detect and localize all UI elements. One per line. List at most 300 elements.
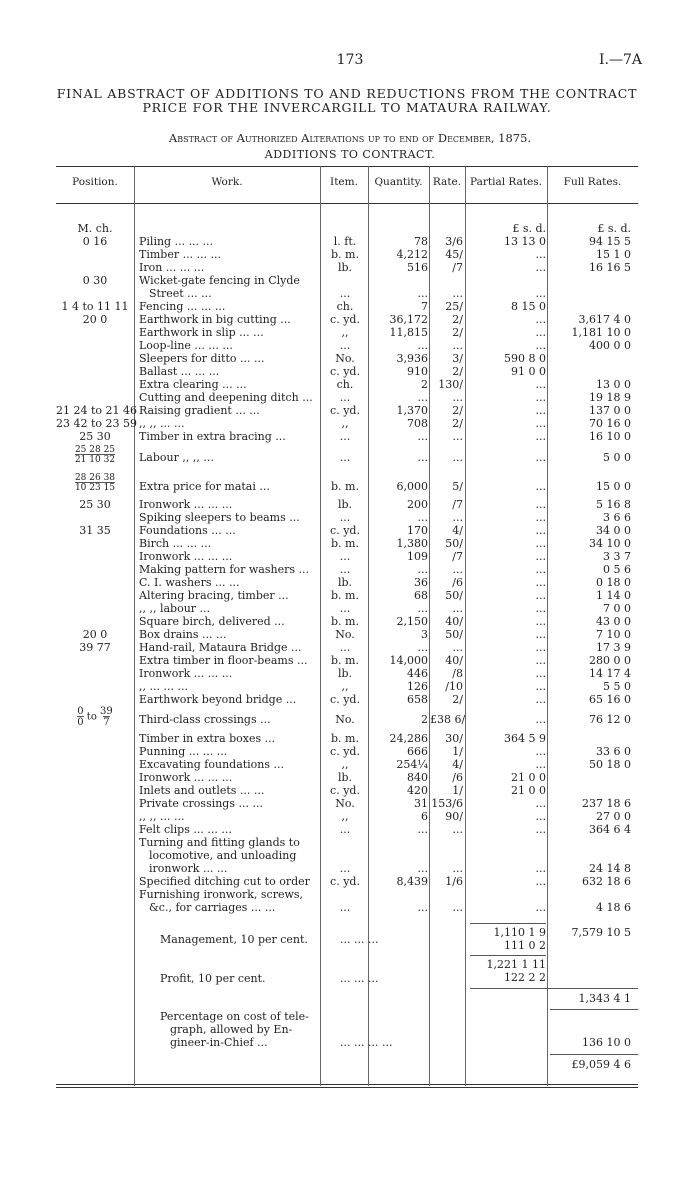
full-cell: 4 18 6 [596,901,631,914]
quantity-cell: 31 [414,797,428,810]
work-cell: Fencing ... ... ... [139,300,226,313]
position-fraction-a [77,706,83,728]
table-row [0,823,700,836]
quantity-cell: 8,439 [396,875,428,888]
quantity-cell: ... [417,563,428,576]
rate-cell: £38 6/ [430,713,466,726]
table-row [0,417,700,430]
work-cell: ,, ... ... ... [139,680,188,693]
units-full: £ s. d. [597,222,631,235]
work-cell: Extra clearing ... ... [139,378,247,391]
item-cell: c. yd. [330,524,360,537]
rate-cell: 2/ [452,404,463,417]
rate-cell: 3/6 [445,235,463,248]
work-cell: Ironwork ... ... ... [139,498,233,511]
table-row [0,680,700,693]
full-cell: 24 14 8 [589,862,631,875]
work-cell: ,, ,, ... ... [139,810,185,823]
position-cell [56,706,134,728]
item-cell: ... [339,823,351,836]
table-row [0,745,700,758]
quantity-cell: 2 [421,378,428,391]
rate-cell: 45/ [445,248,463,261]
table-row [0,810,700,823]
rate-cell: 2/ [452,693,463,706]
full-cell: 3,617 4 0 [578,313,631,326]
quantity-cell: 4,212 [396,248,428,261]
table-bottom-rule [56,1084,638,1085]
table-row [0,339,700,352]
fraction-b-bottom: 7 [103,717,110,728]
page-number: 173 [336,52,364,68]
partial-cell: ... [535,713,546,726]
quantity-cell: 2 [421,713,428,726]
profit-full-rule [550,1009,638,1010]
work-cell: Excavating foundations ... [139,758,285,771]
partial-cell: ... [535,550,546,563]
fraction-b-top: 39 [100,706,113,717]
work-cell: Ballast ... ... ... [139,365,220,378]
full-cell: 632 18 6 [582,875,631,888]
work-cell: Ironwork ... ... ... [139,667,233,680]
quantity-cell: ... [417,511,428,524]
full-cell: 5 16 8 [596,498,631,511]
position-cell [56,445,134,465]
full-cell: 16 16 5 [589,261,631,274]
partial-cell: ... [535,693,546,706]
item-cell: c. yd. [330,784,360,797]
header-work: Work. [211,176,243,188]
table-row [0,511,700,524]
quantity-cell: 840 [407,771,428,784]
item-cell: lb. [337,261,353,274]
partial-cell: ... [535,654,546,667]
profit-full: 1,343 4 1 [578,992,631,1005]
title-line-1: FINAL ABSTRACT OF ADDITIONS TO AND REDUCTIONS FROM THE CONTRACT [56,86,638,101]
rate-cell: 50/ [445,589,463,602]
full-cell: 0 5 6 [603,563,631,576]
quantity-cell: 7 [421,300,428,313]
header-item: Item. [330,176,358,188]
full-cell: 5 0 0 [603,451,631,464]
header-partial-rates: Partial Rates. [470,176,542,188]
header-quantity: Quantity. [374,176,423,188]
work-cell: Birch ... ... ... [139,537,212,550]
full-cell: 7 10 0 [596,628,631,641]
fraction-a-top: 0 [77,706,84,717]
partial-cell: ... [535,875,546,888]
work-line: locomotive, and unloading [149,849,297,862]
quantity-cell: ... [417,862,428,875]
full-cell: 13 0 0 [596,378,631,391]
work-cell: ,, ,, labour ... [139,602,211,615]
full-cell: 15 0 0 [596,480,631,493]
work-cell: Earthwork in slip ... ... [139,326,264,339]
item-cell: b. m. [331,480,359,493]
work-cell: Private crossings ... ... [139,797,263,810]
item-cell: ... [339,391,351,404]
work-cell: C. I. washers ... ... [139,576,240,589]
table-row [0,248,700,261]
quantity-cell: 2,150 [396,615,428,628]
telegraph-dots: ... ... ... ... [340,1036,393,1049]
item-cell: lb. [337,576,353,589]
quantity-cell: 708 [407,417,428,430]
rate-cell: ... [452,287,463,300]
partial-cell: 21 0 0 [511,771,546,784]
item-cell: No. [335,713,355,726]
partial-cell: 91 0 0 [511,365,546,378]
partial-cell: ... [535,248,546,261]
item-cell: c. yd. [330,313,360,326]
table-row [0,473,700,499]
quantity-cell: ... [417,430,428,443]
table-row [0,365,700,378]
full-cell: 65 16 0 [589,693,631,706]
item-cell: b. m. [331,732,359,745]
partial-cell: 21 0 0 [511,784,546,797]
item-cell: ... [339,901,351,914]
work-line: ironwork ... ... [149,862,228,875]
quantity-cell: 11,815 [389,326,428,339]
table-row [0,430,700,443]
partial-cell: ... [535,451,546,464]
position-cell: 25 30 [79,498,111,511]
rate-cell: 2/ [452,326,463,339]
work-line: Turning and fitting glands to [139,836,300,849]
position-cell: 0 16 [82,235,108,248]
table-row [0,615,700,628]
quantity-cell: ... [417,287,428,300]
table-row [0,888,700,914]
grand-total: £9,059 4 6 [571,1058,631,1071]
work-cell: Ironwork ... ... ... [139,771,233,784]
units-partial: £ s. d. [512,222,546,235]
table-row [0,274,700,287]
rate-cell: 50/ [445,537,463,550]
full-cell: 0 18 0 [596,576,631,589]
full-cell: 16 10 0 [589,430,631,443]
abstract-subtitle: Abstract of Authorized Alterations up to end of December, 1875. [168,131,532,145]
rate-cell: /10 [445,680,463,693]
full-cell: 137 0 0 [589,404,631,417]
rate-cell: /6 [452,771,463,784]
work-cell: Timber in extra bracing ... [139,430,286,443]
quantity-cell: 109 [407,550,428,563]
item-cell: No. [335,352,355,365]
quantity-cell: 36,172 [389,313,428,326]
work-cell: Box drains ... ... [139,628,227,641]
quantity-cell: 420 [407,784,428,797]
table-row [0,313,700,326]
item-cell: b. m. [331,615,359,628]
partial-cell: ... [535,339,546,352]
work-cell: Earthwork in big cutting ... [139,313,291,326]
quantity-cell: 200 [407,498,428,511]
work-cell: Street ... ... [149,287,212,300]
management-full: 7,579 10 5 [571,926,631,939]
table-row [0,602,700,615]
position-cell: 1 4 to 11 11 [61,300,129,313]
item-cell: ... [339,451,351,464]
item-cell: c. yd. [330,875,360,888]
item-cell: ch. [336,300,354,313]
item-cell: lb. [337,667,353,680]
position-cell: 23 42 to 23 59 [56,417,138,430]
item-cell: ,, [341,417,349,430]
quantity-cell: 24,286 [389,732,428,745]
partial-cell: ... [535,430,546,443]
quantity-cell: ... [417,823,428,836]
quantity-cell: 14,000 [389,654,428,667]
quantity-cell: 3,936 [396,352,428,365]
partial-cell: ... [535,589,546,602]
table-bottom-rule-2 [56,1087,638,1088]
full-cell: 15 1 0 [596,248,631,261]
telegraph-line: graph, allowed by En- [170,1023,293,1036]
work-cell: Sleepers for ditto ... ... [139,352,265,365]
position-fraction-bottom: 10 23 15 [74,483,116,493]
full-cell: 19 18 9 [589,391,631,404]
partial-cell: ... [535,261,546,274]
table-row [0,875,700,888]
work-cell: Earthwork beyond bridge ... [139,693,297,706]
partial-subtotal-rule-2 [470,955,546,956]
item-cell: ,, [341,758,349,771]
full-cell: 27 0 0 [596,810,631,823]
rate-cell: /8 [452,667,463,680]
telegraph-line: Percentage on cost of tele- [160,1010,309,1023]
profit-rule [470,988,638,989]
table-row [0,563,700,576]
rate-cell: 153/6 [431,797,463,810]
table-row [0,550,700,563]
full-cell: 14 17 4 [589,667,631,680]
grand-total-rule [550,1054,638,1055]
table-row [0,693,700,706]
table-row [0,261,700,274]
table-row [0,537,700,550]
position-cell: 0 30 [82,274,108,287]
full-cell: 33 6 0 [596,745,631,758]
rate-cell: 5/ [452,480,463,493]
rate-cell: 1/6 [445,875,463,888]
telegraph-label [160,1010,309,1049]
rate-cell: 2/ [452,313,463,326]
full-cell: 76 12 0 [589,713,631,726]
rate-cell: 1/ [452,745,463,758]
work-cell: Piling ... ... ... [139,235,214,248]
table-row [0,391,700,404]
rate-cell: ... [452,511,463,524]
partial-cell: ... [535,563,546,576]
item-cell: ... [339,339,351,352]
item-cell: c. yd. [330,693,360,706]
table-row [0,287,700,300]
rate-cell: ... [452,901,463,914]
partial-cell: ... [535,602,546,615]
item-cell: ... [339,862,351,875]
table-row [0,576,700,589]
quantity-cell: 446 [407,667,428,680]
rate-cell: /7 [452,550,463,563]
partial-cell: ... [535,667,546,680]
quantity-cell: 36 [414,576,428,589]
quantity-cell: 126 [407,680,428,693]
partial-cell: ... [535,901,546,914]
item-cell: c. yd. [330,365,360,378]
work-cell: Spiking sleepers to beams ... [139,511,300,524]
rate-cell: ... [452,563,463,576]
work-cell: Wicket-gate fencing in Clyde [139,274,300,287]
partial-subtotal-rule [470,923,546,924]
table-row [0,498,700,511]
partial-cell: ... [535,498,546,511]
partial-cell: ... [535,313,546,326]
position-fraction-top: 28 26 38 [74,473,116,483]
table-row [0,589,700,602]
rate-cell: 3/ [452,352,463,365]
position-cell: 39 77 [79,641,111,654]
table-row [0,836,700,875]
partial-sum: 1,110 1 9 [493,926,546,939]
partial-cell: ... [535,680,546,693]
position-cell [56,473,134,493]
work-cell: Raising gradient ... ... [139,404,260,417]
position-fraction-top: 25 28 25 [74,445,116,455]
partial-cell: ... [535,417,546,430]
position-cell: 31 35 [79,524,111,537]
document-title [52,87,642,115]
quantity-cell: 516 [407,261,428,274]
partial-cell: ... [535,615,546,628]
rate-cell: /7 [452,498,463,511]
table-row [0,771,700,784]
rate-cell: ... [452,602,463,615]
partial-cell: ... [535,823,546,836]
units-row [0,222,700,235]
position-fraction-b [100,706,113,728]
work-cell: Extra price for matai ... [139,480,270,493]
rate-cell: ... [452,862,463,875]
partial-cell: ... [535,862,546,875]
position-cell: 20 0 [82,628,108,641]
quantity-cell: 1,370 [396,404,428,417]
work-cell: Making pattern for washers ... [139,563,309,576]
header-bottom-rule [56,203,638,204]
position-cell: 21 24 to 21 46 [56,404,138,417]
table-row [0,235,700,248]
quantity-cell: ... [417,641,428,654]
work-cell: Specified ditching cut to order [139,875,310,888]
table-row [0,628,700,641]
table-row [0,732,700,745]
item-cell: ... [339,563,351,576]
full-cell: 17 3 9 [596,641,631,654]
partial-cell: ... [535,641,546,654]
work-cell: Punning ... ... ... [139,745,228,758]
work-cell: Labour ,, ,, ... [139,451,214,464]
table-row [0,404,700,417]
partial-cell: ... [535,537,546,550]
quantity-cell: 6 [421,810,428,823]
quantity-cell: ... [417,451,428,464]
full-cell: 1,181 10 0 [571,326,631,339]
position-cell: 25 30 [79,430,111,443]
item-cell: ... [339,287,351,300]
partial-cell: 8 15 0 [511,300,546,313]
quantity-cell: 78 [414,235,428,248]
quantity-cell: 254¼ [396,758,428,771]
full-cell: 1 14 0 [596,589,631,602]
item-cell: ... [339,430,351,443]
partial-cell: ... [535,745,546,758]
management-dots: ... ... ... [340,933,379,946]
partial-cell: 590 8 0 [504,352,546,365]
page-reference: I.—7A [599,52,642,68]
item-cell: ... [339,550,351,563]
full-cell: 43 0 0 [596,615,631,628]
item-cell: lb. [337,498,353,511]
table-row [0,378,700,391]
work-cell: Extra timber in floor-beams ... [139,654,308,667]
partial-cell: ... [535,287,546,300]
header-rate: Rate. [432,176,462,188]
work-cell: Iron ... ... ... [139,261,205,274]
management-partial: 111 0 2 [504,939,546,952]
full-cell: 400 0 0 [589,339,631,352]
full-cell: 3 3 7 [603,550,631,563]
rate-cell: /7 [452,261,463,274]
table-row [0,326,700,339]
profit-label: Profit, 10 per cent. [160,972,266,985]
rate-cell: 40/ [445,615,463,628]
rate-cell: 4/ [452,758,463,771]
rate-cell: ... [452,339,463,352]
position-fraction-bottom: 21 10 32 [74,455,116,465]
position-to: to [86,711,97,723]
partial-sum-2: 1,221 1 11 [486,958,546,971]
work-cell: Third-class crossings ... [139,713,271,726]
work-cell [139,888,319,914]
work-line: &c., for carriages ... ... [149,901,276,914]
rate-cell: 2/ [452,365,463,378]
quantity-cell: ... [417,391,428,404]
item-cell: ch. [336,378,354,391]
full-cell: 364 6 4 [589,823,631,836]
telegraph-full: 136 10 0 [582,1036,631,1049]
quantity-cell: ... [417,339,428,352]
item-cell: lb. [337,771,353,784]
partial-cell: ... [535,758,546,771]
partial-cell: ... [535,326,546,339]
full-cell: 280 0 0 [589,654,631,667]
partial-cell: 364 5 9 [504,732,546,745]
rate-cell: ... [452,641,463,654]
rate-cell: 50/ [445,628,463,641]
item-cell: ... [339,641,351,654]
item-cell: l. ft. [333,235,357,248]
rate-cell: ... [452,430,463,443]
quantity-cell: 910 [407,365,428,378]
rate-cell: ... [452,391,463,404]
partial-cell: ... [535,378,546,391]
item-cell: No. [335,628,355,641]
partial-cell: ... [535,480,546,493]
full-cell: 5 5 0 [603,680,631,693]
partial-cell: ... [535,576,546,589]
full-cell: 94 15 5 [589,235,631,248]
